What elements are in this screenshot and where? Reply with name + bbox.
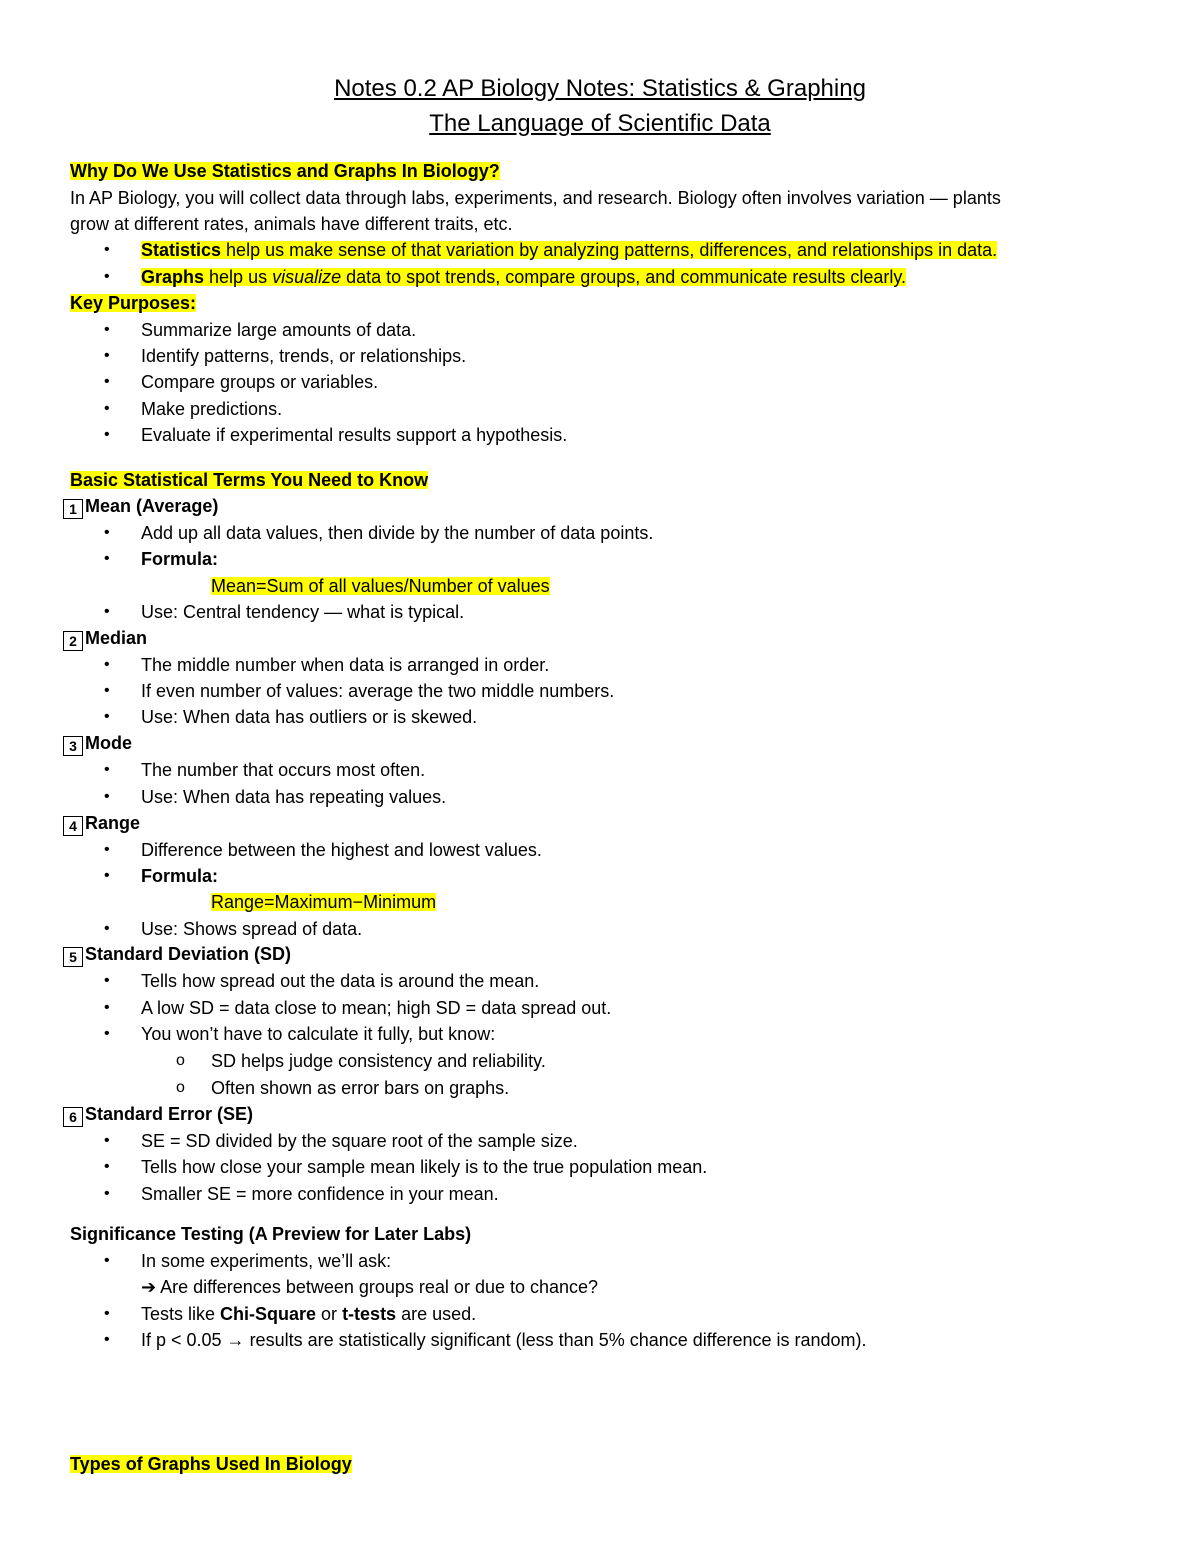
bullet-icon: • [104,788,110,805]
bullet-icon: • [104,761,110,778]
bullet-icon: • [104,1331,110,1348]
range-heading: 4 Range [63,814,140,836]
bullet-icon: • [104,347,110,364]
bullet-icon: • [104,656,110,673]
median-heading: 2 Median [63,629,147,651]
bullet-icon: • [104,1305,110,1322]
bullet-icon: • [104,400,110,417]
range-use: Use: Shows spread of data. [141,919,363,939]
why-paragraph-line-1: In AP Biology, you will collect data through labs, experiments, and research. Biology often involves variation — plants [70,188,1001,208]
graphs-bullet: Graphs help us visualize data to spot trends, compare groups, and communicate results clearly. [141,267,907,287]
statistics-bullet: Statistics help us make sense of that variation by analyzing patterns, differences, and relationships in data. [141,240,998,260]
purpose-item: Summarize large amounts of data. [141,320,417,340]
range-item: Difference between the highest and lowest values. [141,840,542,860]
mode-item: The number that occurs most often. [141,760,426,780]
mode-heading: 3 Mode [63,734,132,756]
bullet-icon: • [104,1132,110,1149]
bullet-icon: • [104,972,110,989]
mode-item: Use: When data has repeating values. [141,787,447,807]
bullet-icon: • [104,999,110,1016]
sd-heading: 5 Standard Deviation (SD) [63,945,291,967]
bullet-icon: • [104,373,110,390]
basic-terms-heading: Basic Statistical Terms You Need to Know [70,470,429,490]
purpose-item: Compare groups or variables. [141,372,379,392]
bullet-icon: • [104,682,110,699]
sd-sub-item: Often shown as error bars on graphs. [211,1078,510,1098]
bullet-icon: • [104,550,110,567]
purpose-item: Make predictions. [141,399,283,419]
mean-heading: 1 Mean (Average) [63,497,218,519]
bullet-icon: • [104,708,110,725]
mean-item: Add up all data values, then divide by the number of data points. [141,523,654,543]
median-item: If even number of values: average the two middle numbers. [141,681,615,701]
significance-item: In some experiments, we’ll ask: [141,1251,392,1271]
bullet-icon: • [104,321,110,338]
circle-bullet-icon: o [176,1079,185,1096]
mean-formula: Mean=Sum of all values/Number of values [211,576,550,596]
document-subtitle: The Language of Scientific Data [429,110,771,137]
bullet-icon: • [104,524,110,541]
number-2-icon: 2 [63,631,83,651]
number-6-icon: 6 [63,1107,83,1127]
significance-tests: Tests like Chi-Square or t-tests are used. [141,1304,477,1324]
mean-formula-label: Formula: [141,549,219,569]
why-paragraph-line-2: grow at different rates, animals have different traits, etc. [70,214,513,234]
bullet-icon: • [104,867,110,884]
median-item: Use: When data has outliers or is skewed. [141,707,478,727]
se-item: SE = SD divided by the square root of the sample size. [141,1131,578,1151]
number-3-icon: 3 [63,736,83,756]
bullet-icon: • [104,426,110,443]
median-item: The middle number when data is arranged in order. [141,655,550,675]
bullet-icon: • [104,268,110,285]
number-5-icon: 5 [63,947,83,967]
why-heading: Why Do We Use Statistics and Graphs In Biology? [70,161,500,181]
significance-heading: Significance Testing (A Preview for Later Labs) [70,1224,472,1244]
mean-use: Use: Central tendency — what is typical. [141,602,465,622]
sd-item: Tells how spread out the data is around the mean. [141,971,540,991]
sd-sub-item: SD helps judge consistency and reliability. [211,1051,546,1071]
bullet-icon: • [104,841,110,858]
significance-pvalue: If p < 0.05 → results are statistically significant (less than 5% chance difference is random). [141,1330,867,1350]
bullet-icon: • [104,1252,110,1269]
sd-item: You won’t have to calculate it fully, but know: [141,1024,496,1044]
bullet-icon: • [104,241,110,258]
number-4-icon: 4 [63,816,83,836]
purpose-item: Evaluate if experimental results support a hypothesis. [141,425,568,445]
bullet-icon: • [104,1025,110,1042]
se-heading: 6 Standard Error (SE) [63,1105,253,1127]
bullet-icon: • [104,1158,110,1175]
purpose-item: Identify patterns, trends, or relationships. [141,346,467,366]
number-1-icon: 1 [63,499,83,519]
se-item: Tells how close your sample mean likely is to the true population mean. [141,1157,708,1177]
document-title: Notes 0.2 AP Biology Notes: Statistics & Graphing [334,75,866,102]
bullet-icon: • [104,1185,110,1202]
sd-item: A low SD = data close to mean; high SD = data spread out. [141,998,612,1018]
key-purposes-heading: Key Purposes: [70,293,197,313]
range-formula-label: Formula: [141,866,219,886]
bullet-icon: • [104,920,110,937]
se-item: Smaller SE = more confidence in your mean. [141,1184,499,1204]
graph-types-heading: Types of Graphs Used In Biology [70,1454,352,1474]
range-formula: Range=Maximum−Minimum [211,892,437,912]
bullet-icon: • [104,603,110,620]
circle-bullet-icon: o [176,1052,185,1069]
significance-question: ➔ Are differences between groups real or due to chance? [141,1277,599,1297]
